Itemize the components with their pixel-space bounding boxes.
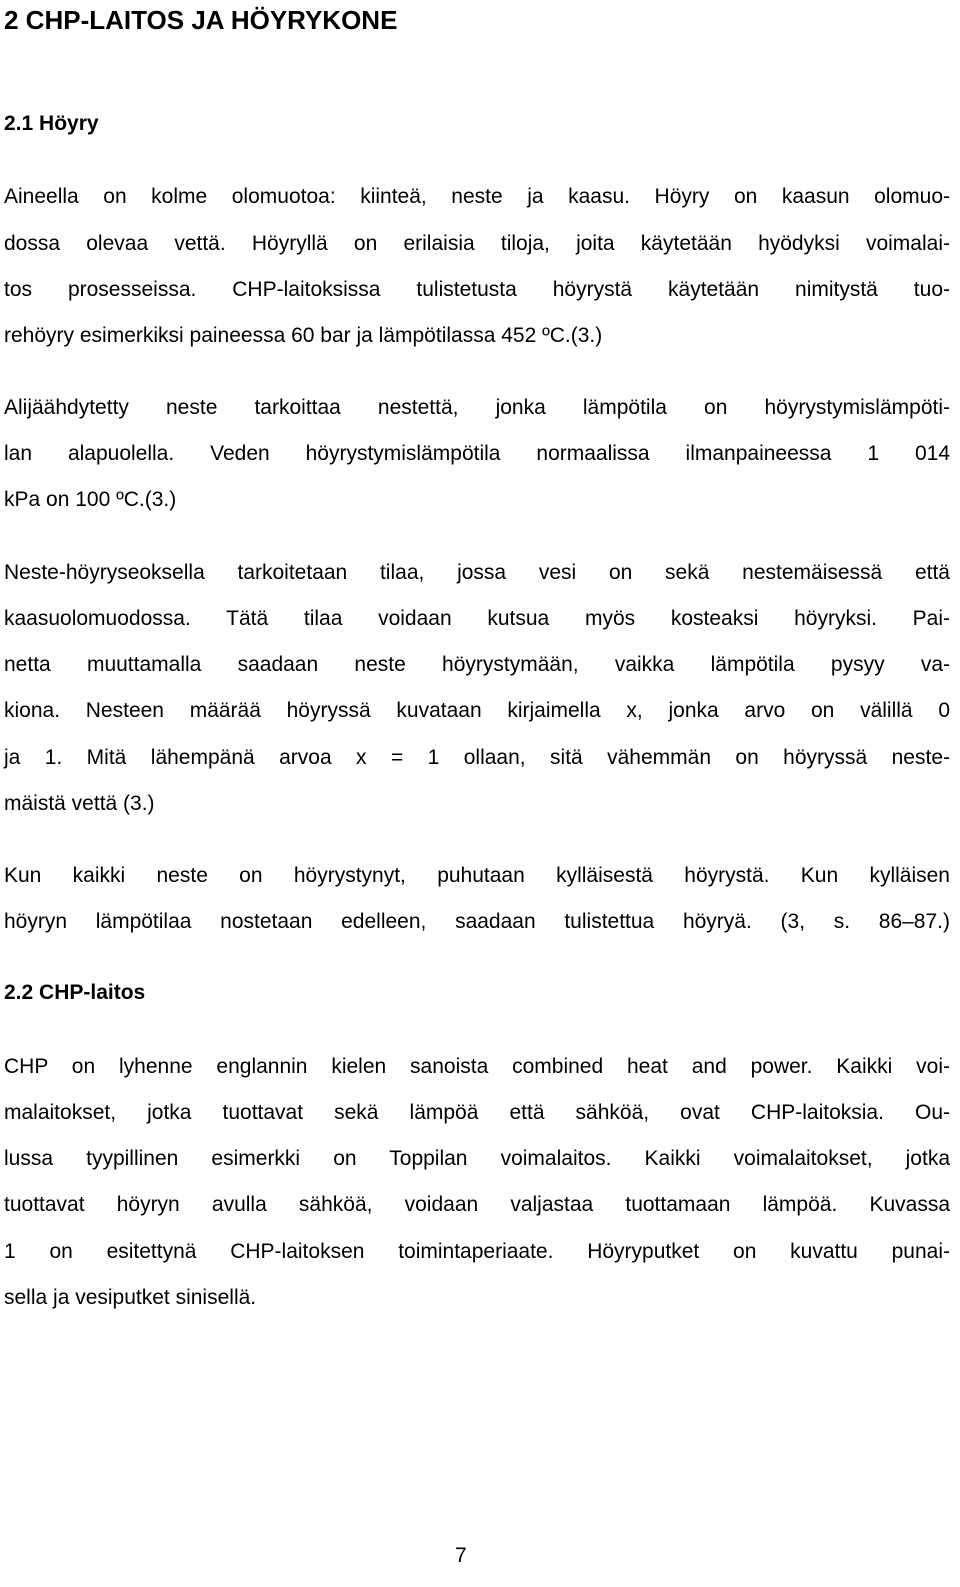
text-line: lan alapuolella. Veden höyrystymislämpötila normaalissa ilmanpaineessa 1 014	[4, 442, 950, 465]
text-line: kiona. Nesteen määrää höyryssä kuvataan kirjaimella x, jonka arvo on välillä 0	[4, 699, 950, 722]
text-line: Kun kaikki neste on höyrystynyt, puhutaan kylläisestä höyrystä. Kun kylläisen	[4, 864, 950, 887]
text-line: dossa olevaa vettä. Höyryllä on erilaisia tiloja, joita käytetään hyödyksi voimalai-	[4, 232, 950, 255]
text-line: mäistä vettä (3.)	[4, 792, 155, 815]
section-heading-chp-plant: 2.2 CHP-laitos	[4, 981, 146, 1004]
page-number: 7	[455, 1544, 467, 1567]
text-line: tos prosesseissa. CHP-laitoksissa tulistetusta höyrystä käytetään nimitystä tuo-	[4, 278, 950, 301]
text-line: ja 1. Mitä lähempänä arvoa x = 1 ollaan, sitä vähemmän on höyryssä neste-	[4, 746, 950, 769]
text-line: rehöyry esimerkiksi paineessa 60 bar ja lämpötilassa 452 ºC.(3.)	[4, 324, 603, 347]
text-line: Alijäähdytetty neste tarkoittaa nestettä, jonka lämpötila on höyrystymislämpöti-	[4, 396, 950, 419]
chapter-heading: 2 CHP-LAITOS JA HÖYRYKONE	[4, 5, 398, 35]
text-line: tuottavat höyryn avulla sähköä, voidaan valjastaa tuottamaan lämpöä. Kuvassa	[4, 1193, 950, 1216]
text-line: sella ja vesiputket sinisellä.	[4, 1286, 257, 1309]
section-heading-steam: 2.1 Höyry	[4, 112, 99, 135]
text-line: 1 on esitettynä CHP-laitoksen toimintaperiaate. Höyryputket on kuvattu punai-	[4, 1240, 950, 1263]
text-line: höyryn lämpötilaa nostetaan edelleen, saadaan tulistettua höyryä. (3, s. 86–87.)	[4, 910, 950, 933]
text-line: netta muuttamalla saadaan neste höyrystymään, vaikka lämpötila pysyy va-	[4, 653, 950, 676]
text-line: kaasuolomuodossa. Tätä tilaa voidaan kutsua myös kosteaksi höyryksi. Pai-	[4, 607, 950, 630]
text-line: Neste-höyryseoksella tarkoitetaan tilaa, jossa vesi on sekä nestemäisessä että	[4, 561, 950, 584]
text-line: lussa tyypillinen esimerkki on Toppilan voimalaitos. Kaikki voimalaitokset, jotka	[4, 1147, 950, 1170]
text-line: malaitokset, jotka tuottavat sekä lämpöä että sähköä, ovat CHP-laitoksia. Ou-	[4, 1101, 950, 1124]
text-line: Aineella on kolme olomuotoa: kiinteä, neste ja kaasu. Höyry on kaasun olomuo-	[4, 185, 950, 208]
text-line: kPa on 100 ºC.(3.)	[4, 488, 177, 511]
text-line: CHP on lyhenne englannin kielen sanoista combined heat and power. Kaikki voi-	[4, 1055, 950, 1078]
